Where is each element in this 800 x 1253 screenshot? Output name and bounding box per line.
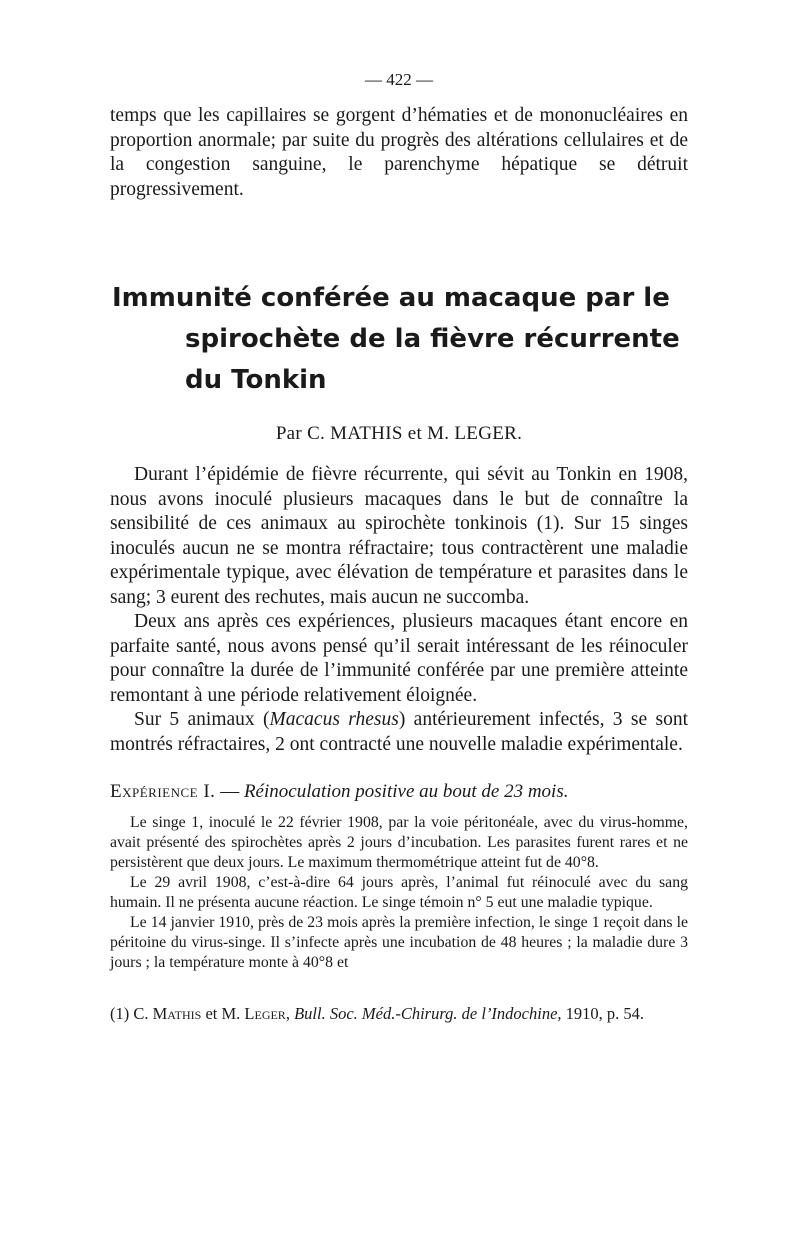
article-title-line-1: Immunité conférée au macaque par le (112, 283, 670, 313)
paragraph-3-start: Sur 5 animaux ( (134, 709, 270, 730)
experiment-heading (110, 781, 688, 803)
footnote-and: et M. (201, 1004, 245, 1023)
experiment-paragraph-1: Le singe 1, inoculé le 22 février 1908, par la voie péritonéale, avec du virus-homme, avait présenté des spirochètes après 2 jours d’incubation. Les parasites furent rares et ne persistèrent que deux jours. Le maximum thermométrique atteint fut de 40°8. (110, 814, 688, 871)
experiment-label: Expérience I. (110, 781, 216, 802)
paragraph-3 (110, 708, 688, 757)
experiment-paragraph-2: Le 29 avril 1908, c’est-à-dire 64 jours après, l’animal fut réinoculé avec du sang humain. Il ne présenta aucune réaction. Le singe témoin n° 5 eut une maladie typique. (110, 874, 688, 911)
article-title-line-2: spirochète de la fièvre récurrente du Tonkin (185, 324, 680, 395)
byline: Par C. MATHIS et M. LEGER. (275, 423, 523, 444)
experiment-paragraph-3: Le 14 janvier 1910, près de 23 mois après la première infection, le singe 1 reçoit dans le péritoine du virus-singe. Il s’infecte après une incubation de 48 heures ; la maladie dure 3 jours ; la température monte à 40°8 et (110, 914, 688, 971)
footnote-author-1: Mathis (152, 1004, 202, 1023)
document-page (110, 70, 688, 1042)
paragraph-3-end: ) antérieurement infectés, 3 se sont montrés réfractaires, 2 ont contracté une nouvelle maladie expérimentale. (110, 709, 688, 755)
intro-paragraph: temps que les capillaires se gorgent d’hématies et de mononucléaires en proportion anormale; par suite du progrès des altérations cellulaires et de la congestion sanguine, le parenchyme hépatique se détruit progressivement. (110, 105, 688, 200)
footnote (110, 1003, 688, 1025)
paragraph-2: Deux ans après ces expériences, plusieurs macaques étant encore en parfaite santé, nous avons pensé qu’il serait intéressant de les réinoculer pour connaître la durée de l’immunité conférée par une première atteinte remontant à une période relativement éloignée. (110, 611, 688, 706)
footnote-journal: Bull. Soc. Méd.-Chirurg. de l’Indochine, (294, 1004, 562, 1023)
paragraph-1: Durant l’épidémie de fièvre récurrente, qui sévit au Tonkin en 1908, nous avons inoculé plusieurs macaques dans le but de connaître la sensibilité de ces animaux au spirochète tonkinois (1). Sur 15 singes inoculés aucun ne se montra réfractaire; tous contractèrent une maladie expérimentale typique, avec élévation de température et parasites dans le sang; 3 eurent des rechutes, mais aucun ne succomba. (110, 464, 688, 608)
species-name: Macacus rhesus (269, 709, 399, 730)
footnote-author-2: Leger (244, 1004, 286, 1023)
experiment-dash: — (215, 781, 244, 802)
footnote-rest: 1910, p. 54. (561, 1004, 645, 1023)
footnote-marker: (1) C. (110, 1004, 153, 1023)
footnote-comma: , (285, 1004, 295, 1023)
experiment-title: Réinoculation positive au bout de 23 mois. (243, 781, 569, 802)
page-number: — 422 — (365, 70, 433, 89)
